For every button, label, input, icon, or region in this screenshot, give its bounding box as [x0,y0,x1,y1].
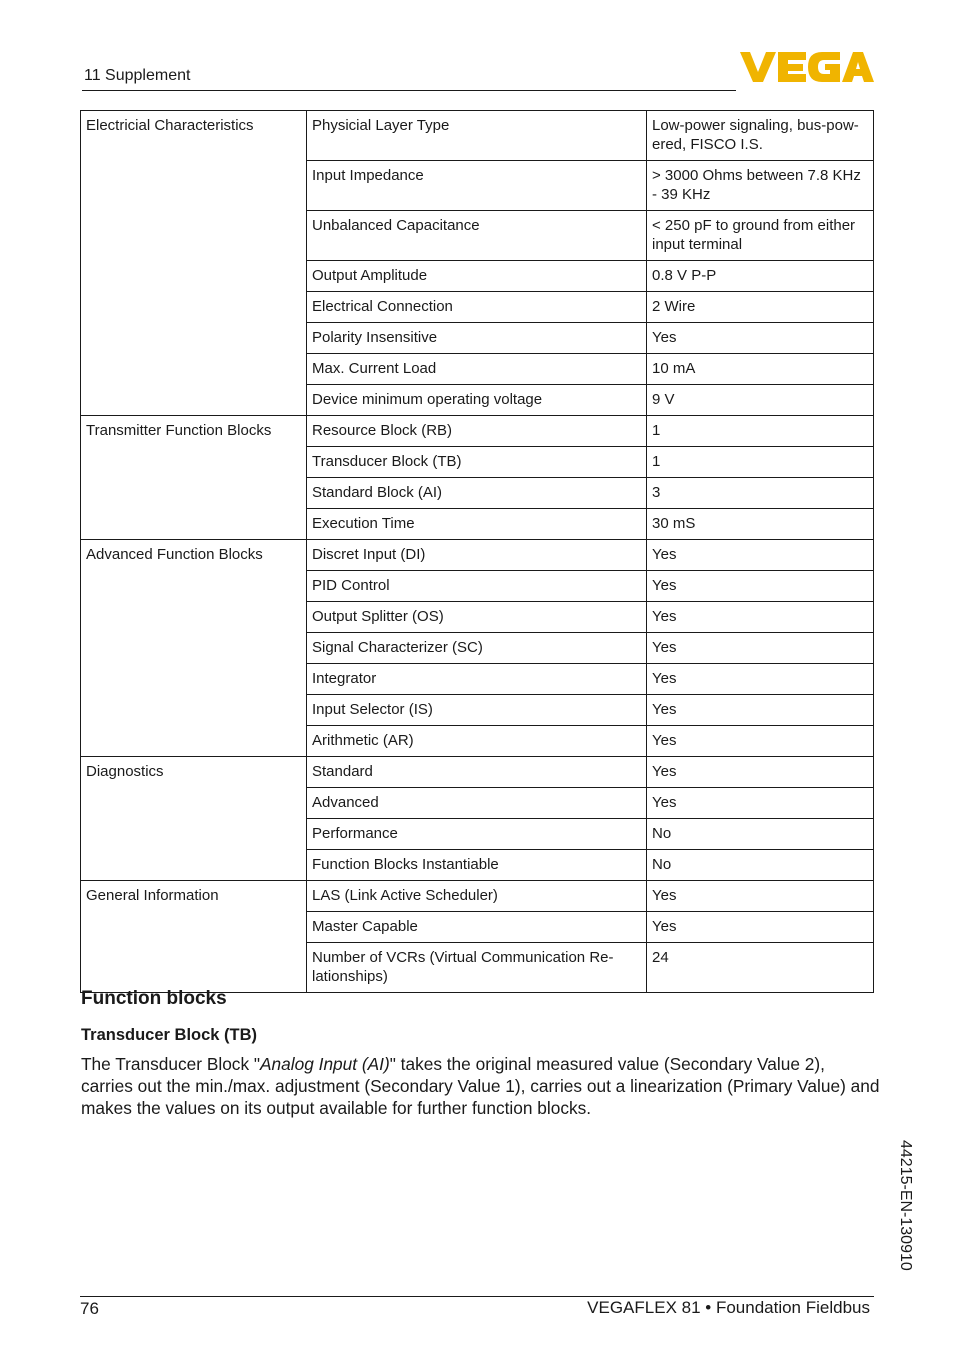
table-value-cell: 0.8 V P-P [647,261,874,292]
table-parameter-cell: Max. Current Load [307,354,647,385]
table-parameter-cell: Master Capable [307,912,647,943]
table-parameter-cell: Output Splitter (OS) [307,602,647,633]
table-row [81,881,874,912]
table-value-cell: Yes [647,633,874,664]
table-parameter-cell: Transducer Block (TB) [307,447,647,478]
specification-table-body [81,111,874,993]
table-value-cell: 2 Wire [647,292,874,323]
table-value-cell: < 250 pF to ground from either input terminal [647,211,874,261]
table-value-cell: Yes [647,912,874,943]
table-parameter-cell: Integrator [307,664,647,695]
table-value-cell: Low-power signaling, bus-pow-ered, FISCO I.S. [647,111,874,161]
subsection-title: Transducer Block (TB) [81,1026,258,1044]
table-value-cell: 1 [647,416,874,447]
table-value-cell: Yes [647,664,874,695]
table-parameter-cell: Discret Input (DI) [307,540,647,571]
table-category-cell: Advanced Function Blocks [81,540,307,757]
table-category-cell: Electricial Characteristics [81,111,307,416]
running-header-section: 11 Supplement [84,67,191,84]
table-parameter-cell: Input Selector (IS) [307,695,647,726]
table-value-cell: 9 V [647,385,874,416]
specification-table [80,110,874,993]
table-category-cell: Transmitter Function Blocks [81,416,307,540]
table-parameter-cell: Resource Block (RB) [307,416,647,447]
table-parameter-cell: Number of VCRs (Virtual Communication Re-lationships) [307,943,647,993]
table-parameter-cell: Physicial Layer Type [307,111,647,161]
table-value-cell: Yes [647,726,874,757]
table-value-cell: Yes [647,695,874,726]
table-parameter-cell: Polarity Insensitive [307,323,647,354]
table-parameter-cell: PID Control [307,571,647,602]
table-value-cell: Yes [647,571,874,602]
document-code: 44215-EN-130910 [897,1140,914,1271]
table-parameter-cell: Device minimum operating voltage [307,385,647,416]
table-value-cell: No [647,850,874,881]
table-parameter-cell: Unbalanced Capacitance [307,211,647,261]
table-value-cell: 24 [647,943,874,993]
table-row [81,111,874,161]
table-category-cell: General Information [81,881,307,993]
table-value-cell: > 3000 Ohms between 7.8 KHz - 39 KHz [647,161,874,211]
table-value-cell: 10 mA [647,354,874,385]
table-parameter-cell: Performance [307,819,647,850]
table-parameter-cell: Arithmetic (AR) [307,726,647,757]
table-parameter-cell: Signal Characterizer (SC) [307,633,647,664]
table-value-cell: No [647,819,874,850]
table-parameter-cell: Output Amplitude [307,261,647,292]
table-category-cell: Diagnostics [81,757,307,881]
table-parameter-cell: Electrical Connection [307,292,647,323]
table-parameter-cell: Standard [307,757,647,788]
table-parameter-cell: LAS (Link Active Scheduler) [307,881,647,912]
footer-document-title: VEGAFLEX 81 • Foundation Fieldbus [587,1298,870,1317]
table-value-cell: 1 [647,447,874,478]
table-value-cell: Yes [647,881,874,912]
table-parameter-cell: Function Blocks Instantiable [307,850,647,881]
table-parameter-cell: Standard Block (AI) [307,478,647,509]
table-parameter-cell: Execution Time [307,509,647,540]
table-row [81,540,874,571]
table-row [81,757,874,788]
table-parameter-cell: Input Impedance [307,161,647,211]
table-row [81,416,874,447]
section-title: Function blocks [81,988,227,1009]
document-code-vertical [895,1140,915,1290]
footer-divider [80,1296,874,1297]
vega-logo [740,50,874,84]
table-value-cell: Yes [647,788,874,819]
table-value-cell: 30 mS [647,509,874,540]
table-parameter-cell: Advanced [307,788,647,819]
page-number: 76 [80,1299,99,1318]
paragraph-emphasis: Analog Input (AI) [260,1054,390,1074]
table-value-cell: Yes [647,323,874,354]
table-value-cell: Yes [647,540,874,571]
description-paragraph [81,1053,881,1119]
table-value-cell: Yes [647,757,874,788]
table-value-cell: 3 [647,478,874,509]
table-value-cell: Yes [647,602,874,633]
paragraph-text-start: The Transducer Block " [81,1054,261,1074]
header-divider [82,90,736,91]
paragraph-text-end: " takes the original measured value (Secondary Value 2), carries out the min./max. adjustment (Secondary Value 1), carries out a linearization (Primary Value) and makes the values on its output available for further function blocks. [81,1054,880,1118]
